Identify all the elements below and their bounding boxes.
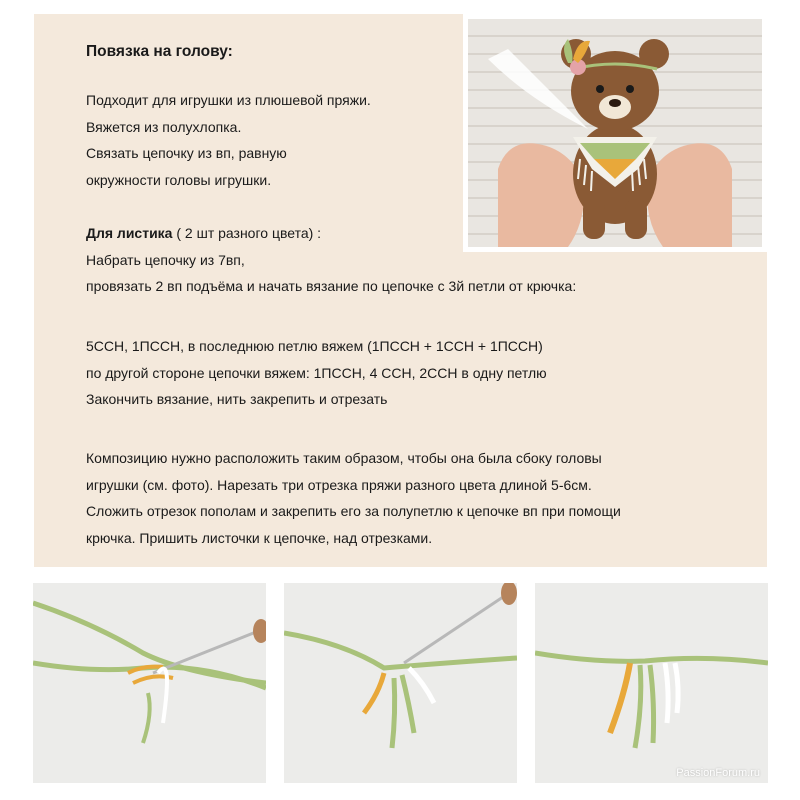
- assembly-section: [86, 445, 621, 551]
- page-title: Повязка на голову:: [86, 43, 233, 60]
- intro-line: Связать цепочку из вп, равную: [86, 145, 287, 161]
- leaf-section: [86, 220, 576, 300]
- bear-photo: [463, 14, 767, 252]
- step-photo-3: [535, 583, 768, 783]
- watermark: PassionForum.ru: [676, 767, 760, 779]
- intro-line: Подходит для игрушки из плюшевой пряжи.: [86, 92, 371, 108]
- intro-line: Вяжется из полухлопка.: [86, 118, 242, 135]
- leaf-heading-bold: Для листика: [86, 225, 173, 241]
- step-line: по другой стороне цепочки вяжем: 1ПССН, 4 ССН, 2ССН в одну петлю: [86, 364, 547, 381]
- leaf-line: провязать 2 вп подъёма и начать вязание по цепочке с 3й петли от крючка:: [86, 278, 577, 294]
- assembly-line: Сложить отрезок пополам и закрепить его за полупетлю к цепочке вп при помощи: [86, 503, 621, 519]
- intro-line: окружности головы игрушки.: [86, 171, 272, 188]
- intro-paragraph: [86, 87, 371, 193]
- step-line: Закончить вязание, нить закрепить и отрезать: [86, 391, 388, 407]
- leaf-line: Набрать цепочку из 7вп,: [86, 251, 245, 268]
- leaf-heading: [86, 220, 576, 247]
- leaf-heading-rest: ( 2 шт разного цвета) :: [172, 225, 322, 241]
- step-photo-2: [284, 583, 517, 783]
- step-photo-1: [33, 583, 266, 783]
- assembly-line: Композицию нужно расположить таким образом, чтобы она была сбоку головы: [86, 450, 602, 466]
- steps-section: [86, 333, 547, 413]
- assembly-line: игрушки (см. фото). Нарезать три отрезка пряжи разного цвета длиной 5-6см.: [86, 476, 592, 493]
- assembly-line: крючка. Пришить листочки к цепочке, над отрезками.: [86, 529, 433, 546]
- step-line: 5ССН, 1ПССН, в последнюю петлю вяжем (1ПССН + 1ССН + 1ПССН): [86, 338, 543, 354]
